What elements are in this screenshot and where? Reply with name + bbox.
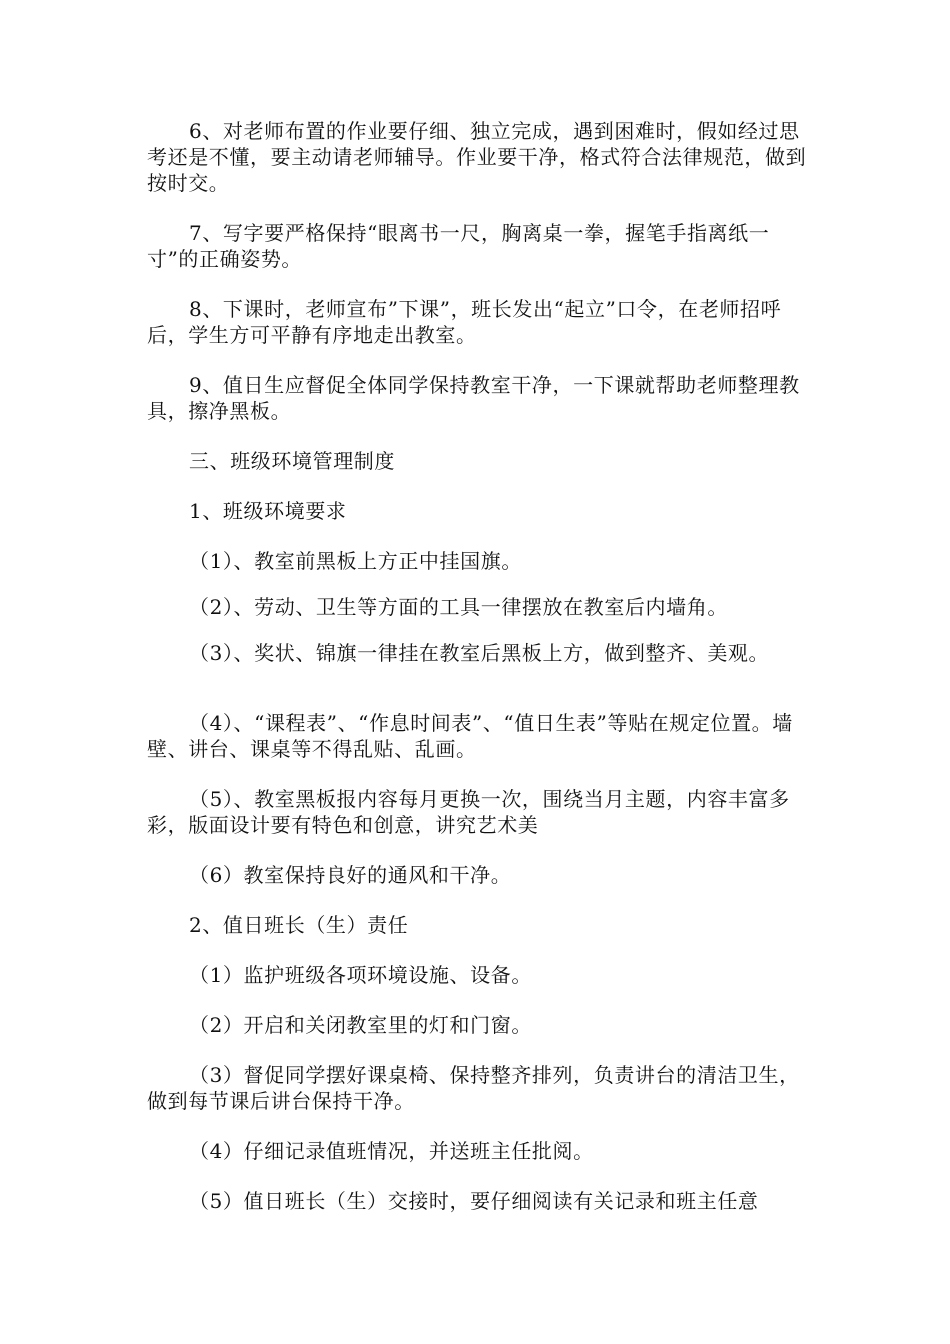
list-item-1-4: （4）、“课程表”、“作息时间表”、“值日生表”等贴在规定位置。墙壁、讲台、课桌等不得乱贴、乱画。	[147, 711, 793, 761]
list-item-2-3: （3）督促同学摆好课桌椅、保持整齐排列，负责讲台的清洁卫生，做到每节课后讲台保持干净。	[147, 1063, 800, 1113]
list-item-1-2: （2）、劳动、卫生等方面的工具一律摆放在教室后内墙角。	[189, 595, 728, 619]
list-item-2-5: （5）值日班长（生）交接时，要仔细阅读有关记录和班主任意	[189, 1189, 759, 1213]
list-item-2-4: （4）仔细记录值班情况，并送班主任批阅。	[189, 1139, 594, 1163]
list-item-1-6: （6）教室保持良好的通风和干净。	[189, 863, 512, 887]
list-item-1-5: （5）、教室黑板报内容每月更换一次，围绕当月主题，内容丰富多彩，版面设计要有特色和创意，讲究艺术美	[147, 787, 790, 837]
paragraph-item-8: 8、下课时，老师宣布”下课”，班长发出“起立”口令，在老师招呼后，学生方可平静有序地走出教室。	[147, 297, 782, 347]
paragraph-item-7: 7、写字要严格保持“眼离书一尺，胸离桌一拳，握笔手指离纸一寸”的正确姿势。	[147, 221, 770, 271]
list-item-1-3: （3）、奖状、锦旗一律挂在教室后黑板上方，做到整齐、美观。	[189, 641, 770, 665]
list-item-1-1: （1）、教室前黑板上方正中挂国旗。	[189, 549, 522, 573]
subsection-heading-2: 2、值日班长（生）责任	[189, 913, 409, 937]
subsection-heading-1: 1、班级环境要求	[189, 499, 347, 523]
document-body	[147, 118, 809, 1238]
paragraph-item-9: 9、值日生应督促全体同学保持教室干净，一下课就帮助老师整理教具，擦净黑板。	[147, 373, 800, 423]
section-heading-3: 三、班级环境管理制度	[189, 449, 395, 473]
paragraph-item-6: 6、对老师布置的作业要仔细、独立完成，遇到困难时，假如经过思考还是不懂，要主动请老师辅导。作业要干净，格式符合法律规范，做到按时交。	[147, 119, 807, 195]
list-item-2-2: （2）开启和关闭教室里的灯和门窗。	[189, 1013, 532, 1037]
list-item-2-1: （1）监护班级各项环境设施、设备。	[189, 963, 532, 987]
